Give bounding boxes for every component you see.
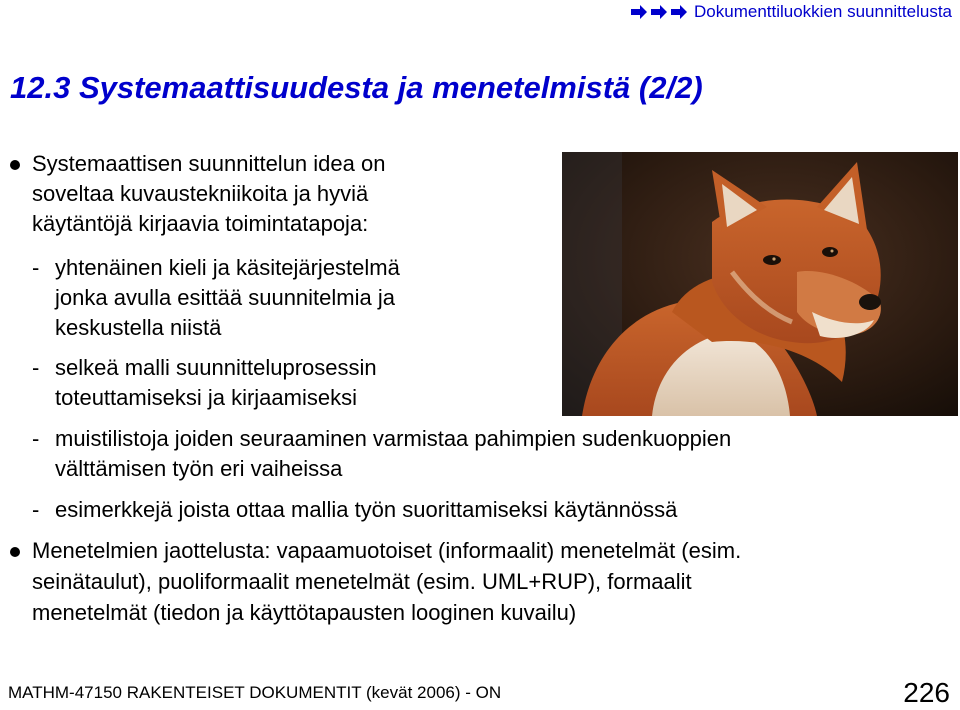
bullet2-line: Menetelmien jaottelusta: vapaamuotoiset (informaalit) menetelmät (esim.: [32, 538, 742, 563]
sub-item-dash: -: [32, 355, 40, 380]
sub-item-line: muistilistoja joiden seuraaminen varmistaa pahimpien sudenkuoppien: [55, 426, 732, 451]
sub-item-dash: -: [32, 426, 40, 451]
page-number: 226: [903, 677, 950, 708]
arrow-right-icon: [670, 5, 688, 19]
sub-item-line: esimerkkejä joista ottaa mallia työn suorittamiseksi käytännössä: [55, 497, 678, 522]
bullet2-line: seinätaulut), puoliformaalit menetelmät (esim. UML+RUP), formaalit: [32, 569, 692, 594]
bullet2-line: menetelmät (tiedon ja käyttötapausten looginen kuvailu): [32, 600, 577, 625]
sub-item-line: selkeä malli suunnitteluprosessin: [55, 355, 377, 380]
fox-photo: [562, 152, 958, 416]
sub-item-dash: -: [32, 255, 40, 280]
sub-item-line: jonka avulla esittää suunnitelmia ja: [55, 285, 395, 310]
sub-item-line: toteuttamiseksi ja kirjaamiseksi: [55, 385, 357, 410]
footer-course: MATHM-47150 RAKENTEISET DOKUMENTIT (kevät 2006) - ON: [8, 683, 502, 702]
arrow-right-icon: [630, 5, 648, 19]
breadcrumb-label: Dokumenttiluokkien suunnittelusta: [694, 2, 952, 21]
sub-item-dash: -: [32, 497, 40, 522]
bullet-icon: [10, 547, 20, 557]
bullet1-line: Systemaattisen suunnittelun idea on: [32, 151, 386, 176]
sub-item-line: keskustella niistä: [55, 315, 222, 340]
bullet-icon: [10, 160, 20, 170]
slide-title: 12.3 Systemaattisuudesta ja menetelmistä (2/2): [10, 70, 703, 105]
breadcrumb: [630, 2, 952, 22]
sub-item-line: välttämisen työn eri vaiheissa: [55, 456, 343, 481]
arrow-right-icon: [650, 5, 668, 19]
bullet1-line: käytäntöjä kirjaavia toimintatapoja:: [32, 211, 369, 236]
fox-image: [562, 152, 958, 416]
bullet1-line: soveltaa kuvaustekniikoita ja hyviä: [32, 181, 369, 206]
breadcrumb-arrows: [630, 5, 688, 19]
sub-item-line: yhtenäinen kieli ja käsitejärjestelmä: [55, 255, 400, 280]
